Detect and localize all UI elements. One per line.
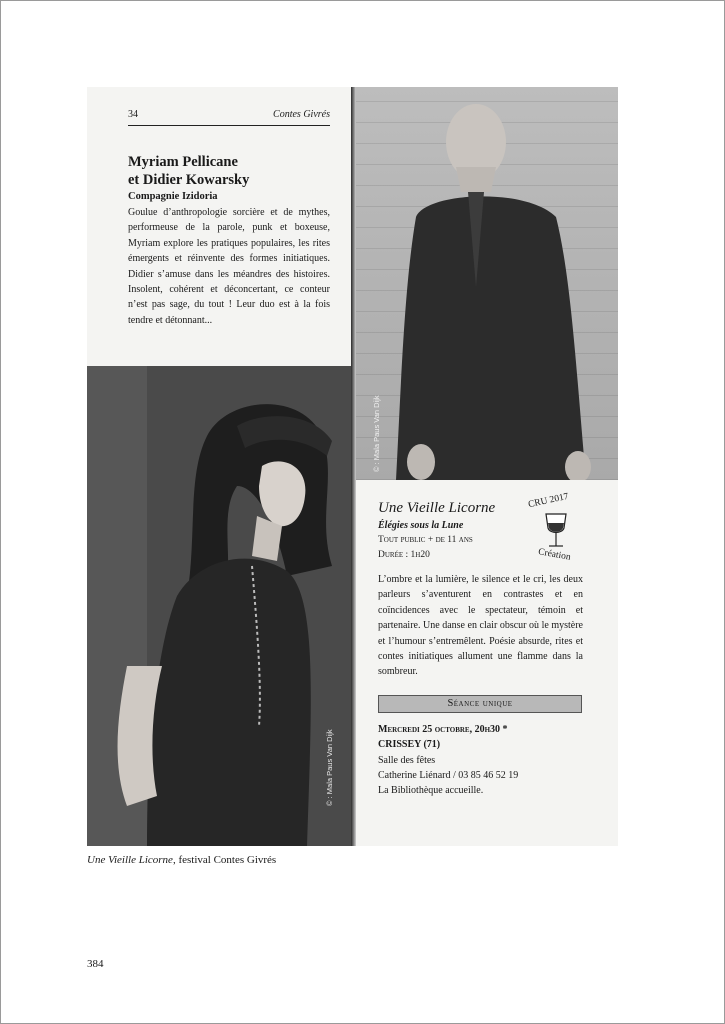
show-subtitle: Élégies sous la Lune <box>378 520 464 531</box>
man-portrait-illustration <box>356 87 618 480</box>
woman-portrait-illustration <box>87 366 353 846</box>
left-page-text <box>87 87 353 366</box>
right-page-text <box>356 480 618 846</box>
figure-caption <box>87 854 276 866</box>
event-host: La Bibliothèque accueille. <box>378 785 484 797</box>
duration-info: Durée : 1h20 <box>378 550 430 560</box>
page-number: 384 <box>87 958 104 970</box>
event-date: Mercredi 25 octobre, 20h30 * <box>378 724 508 735</box>
photo-credit-right: © : Mala Paus Van Dijk <box>372 395 381 472</box>
artist-line-2: et Didier Kowarsky <box>128 172 250 188</box>
brochure-title: Contes Givrés <box>273 109 330 120</box>
brochure-page-number: 34 <box>128 109 138 120</box>
scanned-brochure <box>87 87 618 846</box>
event-details <box>378 722 588 798</box>
artist-bio: Goulue d’anthropologie sorcière et de mythes, performeuse de la parole, punk et boxeuse, Myriam explore les pratiques populaires, les rites émergents et réinvente des formes initiatiques. Didier s’amuse dans les méandres des histoires. Insolent, cohérent et déconcertant, ce conteur n’est pas sage, du tout ! Leur duo est à la fois tendre et détonnant... <box>128 207 330 326</box>
artist-names <box>128 153 333 189</box>
cru-badge-bottom: Création <box>537 547 572 563</box>
cru-2017-badge <box>524 491 588 564</box>
seance-banner: Séance unique <box>378 695 582 713</box>
event-contact: Catherine Liénard / 03 85 46 52 19 <box>378 769 519 781</box>
performer-photo-right <box>356 87 618 480</box>
show-description: L’ombre et la lumière, le silence et le cri, les deux parleurs s’aventurent en contrastes et en coïncidences avec le spectateur, témoin et partenaire. Une danse en clair obscur où le mystère et l’humour s’entremêlent. Poésie absurde, rites et contes initiatiques allument une flamme dans la sombreur. <box>378 574 583 678</box>
show-title: Une Vieille Licorne <box>378 500 496 516</box>
company-name: Compagnie Izidoria <box>128 191 218 202</box>
caption-title: Une Vieille Licorne <box>87 854 173 866</box>
performer-photo-left <box>87 366 353 846</box>
audience-info: Tout public + de 11 ans <box>378 535 473 545</box>
caption-rest: , festival Contes Givrés <box>172 854 277 866</box>
event-venue: Salle des fêtes <box>378 754 436 766</box>
running-head <box>128 109 330 126</box>
event-city: CRISSEY (71) <box>378 739 441 751</box>
artist-line-1: Myriam Pellicane <box>128 154 238 170</box>
photo-credit-left: © : Mala Paus Van Dijk <box>325 729 334 806</box>
cru-badge-top: CRU 2017 <box>527 491 570 511</box>
